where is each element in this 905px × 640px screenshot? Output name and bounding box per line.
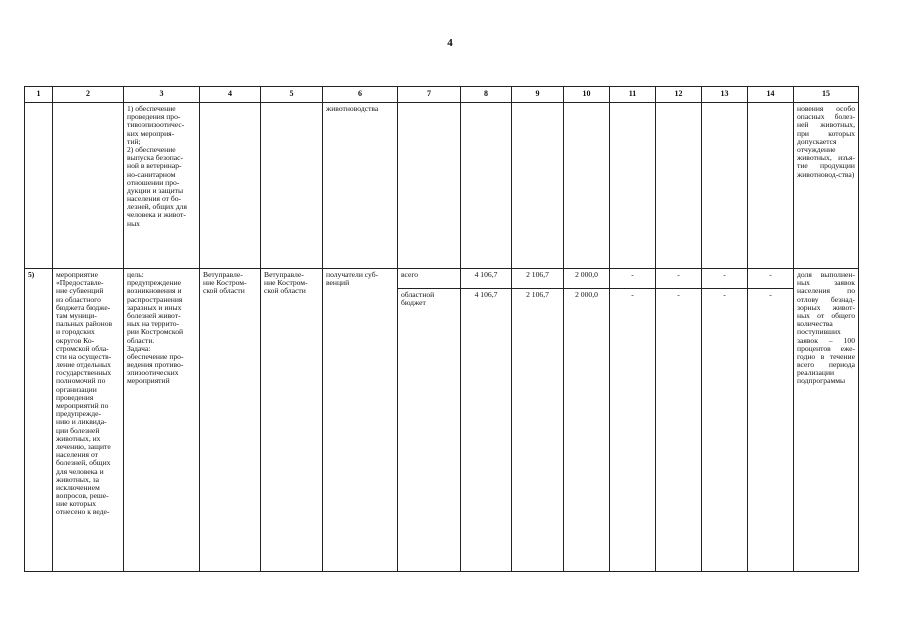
budget-table bbox=[24, 86, 859, 572]
table-row-continued bbox=[25, 103, 859, 269]
cell bbox=[512, 103, 564, 269]
cell-measure: мероприятие «Предоставле- ние субвенций из областного бюджета бюдже- там муници- пальных районов и городских округов Ко- стромской обла- сти на осуществ- ление отдельных государственных полномочий по организации проведения мероприятий по предупрежде- нию и ликвида- ции болезней животных, их лечению, защите населения от болезней, общих для человека и животных, за исключением вопросов, реше- ние которых отнесено к веде- bbox=[53, 269, 124, 572]
cell-source-regional: областной бюджет bbox=[398, 289, 461, 572]
cell-indicator: доля выполнен-ных заявок населения по отлову безнад-зорных живот-ных от общего количества поступивших заявок – 100 процентов еже-годно в течение всего периода реализации подпрограммы bbox=[794, 269, 859, 572]
cell-total-c8: 4 106,7 bbox=[461, 269, 512, 289]
cell bbox=[261, 103, 323, 269]
cell bbox=[610, 103, 656, 269]
cell-regional-c13: - bbox=[702, 289, 748, 572]
cell bbox=[398, 103, 461, 269]
cell bbox=[748, 103, 794, 269]
col-header-9: 9 bbox=[512, 87, 564, 103]
cell-total-c11: - bbox=[610, 269, 656, 289]
cell bbox=[656, 103, 702, 269]
cell-total-c12: - bbox=[656, 269, 702, 289]
col-header-6: 6 bbox=[323, 87, 398, 103]
cell-goals: цель: предупреждение возникновения и распространения заразных и иных болезней живот- ных на террито- рии Костромской области. Задача: обеспечение про- ведения противо- эпизоотических мероприятий bbox=[124, 269, 200, 572]
col-header-10: 10 bbox=[564, 87, 610, 103]
col-header-8: 8 bbox=[461, 87, 512, 103]
cell bbox=[461, 103, 512, 269]
cell-administrator: Ветуправле- ние Костром- ской области bbox=[261, 269, 323, 572]
cell-regional-c10: 2 000,0 bbox=[564, 289, 610, 572]
cell-recipients: получатели суб- венций bbox=[323, 269, 398, 572]
cell-source-total: всего bbox=[398, 269, 461, 289]
cell-executor: Ветуправле- ние Костром- ской области bbox=[200, 269, 261, 572]
col-header-14: 14 bbox=[748, 87, 794, 103]
cell bbox=[702, 103, 748, 269]
cell-total-c9: 2 106,7 bbox=[512, 269, 564, 289]
cell bbox=[53, 103, 124, 269]
col-header-11: 11 bbox=[610, 87, 656, 103]
cell-indicator-continued: новения особо опасных болез-ней животных, при которых допускается отчуждение животных, изъя-тие продукции животновод-ства) bbox=[794, 103, 859, 269]
cell-goals-continued: 1) обеспечение проведения про- тивоэпизоотичес- ких мероприя- тий; 2) обеспечение выпуска безопас- ной в ветеринар- но-санитарном отношении про- дукции и защиты населения от бо- лезней, общих для человека и живот- ных bbox=[124, 103, 200, 269]
col-header-3: 3 bbox=[124, 87, 200, 103]
cell bbox=[564, 103, 610, 269]
col-header-1: 1 bbox=[25, 87, 53, 103]
col-header-12: 12 bbox=[656, 87, 702, 103]
col-header-13: 13 bbox=[702, 87, 748, 103]
col-header-4: 4 bbox=[200, 87, 261, 103]
table-row-5 bbox=[25, 269, 859, 289]
col-header-5: 5 bbox=[261, 87, 323, 103]
cell-regional-c8: 4 106,7 bbox=[461, 289, 512, 572]
cell bbox=[200, 103, 261, 269]
cell-recipients-continued: животноводства bbox=[323, 103, 398, 269]
cell-total-c13: - bbox=[702, 269, 748, 289]
page-number: 4 bbox=[447, 37, 453, 49]
cell-total-c14: - bbox=[748, 269, 794, 289]
header-row bbox=[25, 87, 859, 103]
cell-regional-c11: - bbox=[610, 289, 656, 572]
col-header-7: 7 bbox=[398, 87, 461, 103]
cell-regional-c12: - bbox=[656, 289, 702, 572]
col-header-15: 15 bbox=[794, 87, 859, 103]
cell-total-c10: 2 000,0 bbox=[564, 269, 610, 289]
cell bbox=[25, 103, 53, 269]
cell-regional-c9: 2 106,7 bbox=[512, 289, 564, 572]
col-header-2: 2 bbox=[53, 87, 124, 103]
cell-row-number: 5) bbox=[25, 269, 53, 572]
cell-regional-c14: - bbox=[748, 289, 794, 572]
